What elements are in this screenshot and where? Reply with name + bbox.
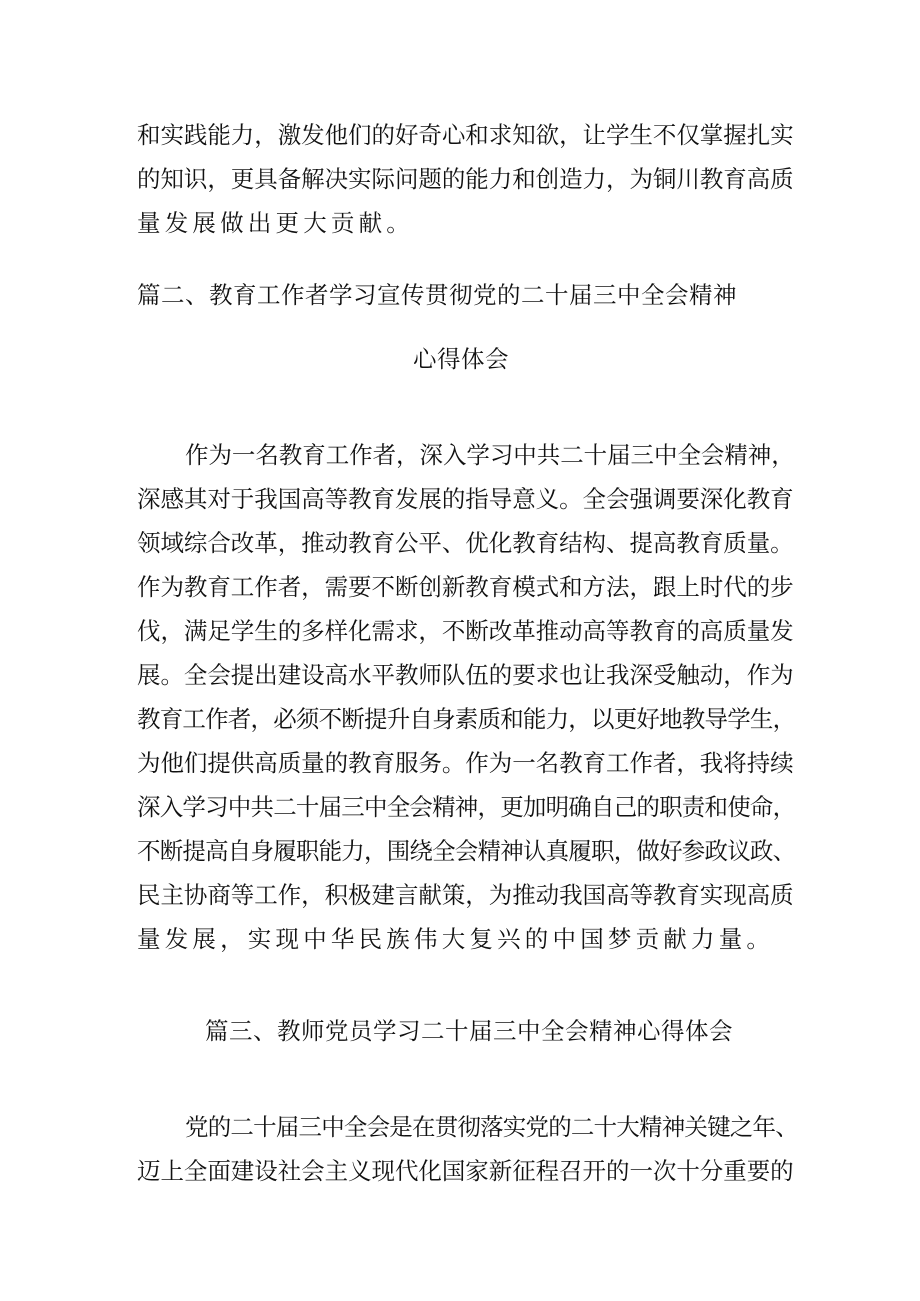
section-2-title-continued: 心得体会	[413, 345, 509, 373]
section-3-title: 篇三、教师党员学习二十届三中全会精神心得体会	[205, 1017, 733, 1045]
paragraph-line: 作为一名教育工作者，深入学习中共二十届三中全会精神，	[185, 441, 795, 469]
section-2-title: 篇二、教育工作者学习宣传贯彻党的二十届三中全会精神	[137, 281, 737, 309]
paragraph-line: 迈上全面建设社会主义现代化国家新征程召开的一次十分重要的	[137, 1157, 794, 1185]
paragraph-line: 和实践能力，激发他们的好奇心和求知欲，让学生不仅掌握扎实	[137, 121, 794, 149]
paragraph-line: 党的二十届三中全会是在贯彻落实党的二十大精神关键之年、	[185, 1113, 798, 1141]
paragraph-line: 展。全会提出建设高水平教师队伍的要求也让我深受触动，作为	[137, 661, 794, 689]
paragraph-line: 深感其对于我国高等教育发展的指导意义。全会强调要深化教育	[137, 485, 794, 513]
paragraph-line: 为他们提供高质量的教育服务。作为一名教育工作者，我将持续	[137, 749, 794, 777]
paragraph-line: 量发展做出更大贡献。	[137, 209, 414, 237]
paragraph-line: 深入学习中共二十届三中全会精神，更加明确自己的职责和使命，	[137, 793, 796, 821]
paragraph-line: 不断提高自身履职能力，围绕全会精神认真履职，做好参政议政、	[137, 837, 796, 865]
paragraph-line: 伐，满足学生的多样化需求，不断改革推动高等教育的高质量发	[137, 617, 794, 645]
paragraph-line: 领域综合改革，推动教育公平、优化教育结构、提高教育质量。	[137, 529, 794, 557]
paragraph-line: 教育工作者，必须不断提升自身素质和能力，以更好地教导学生，	[137, 705, 796, 733]
paragraph-line: 作为教育工作者，需要不断创新教育模式和方法，跟上时代的步	[137, 573, 794, 601]
paragraph-line: 民主协商等工作，积极建言献策，为推动我国高等教育实现高质	[137, 881, 794, 909]
paragraph-line: 的知识，更具备解决实际问题的能力和创造力，为铜川教育高质	[137, 165, 794, 193]
paragraph-line: 量发展，实现中华民族伟大复兴的中国梦贡献力量。	[137, 925, 775, 953]
